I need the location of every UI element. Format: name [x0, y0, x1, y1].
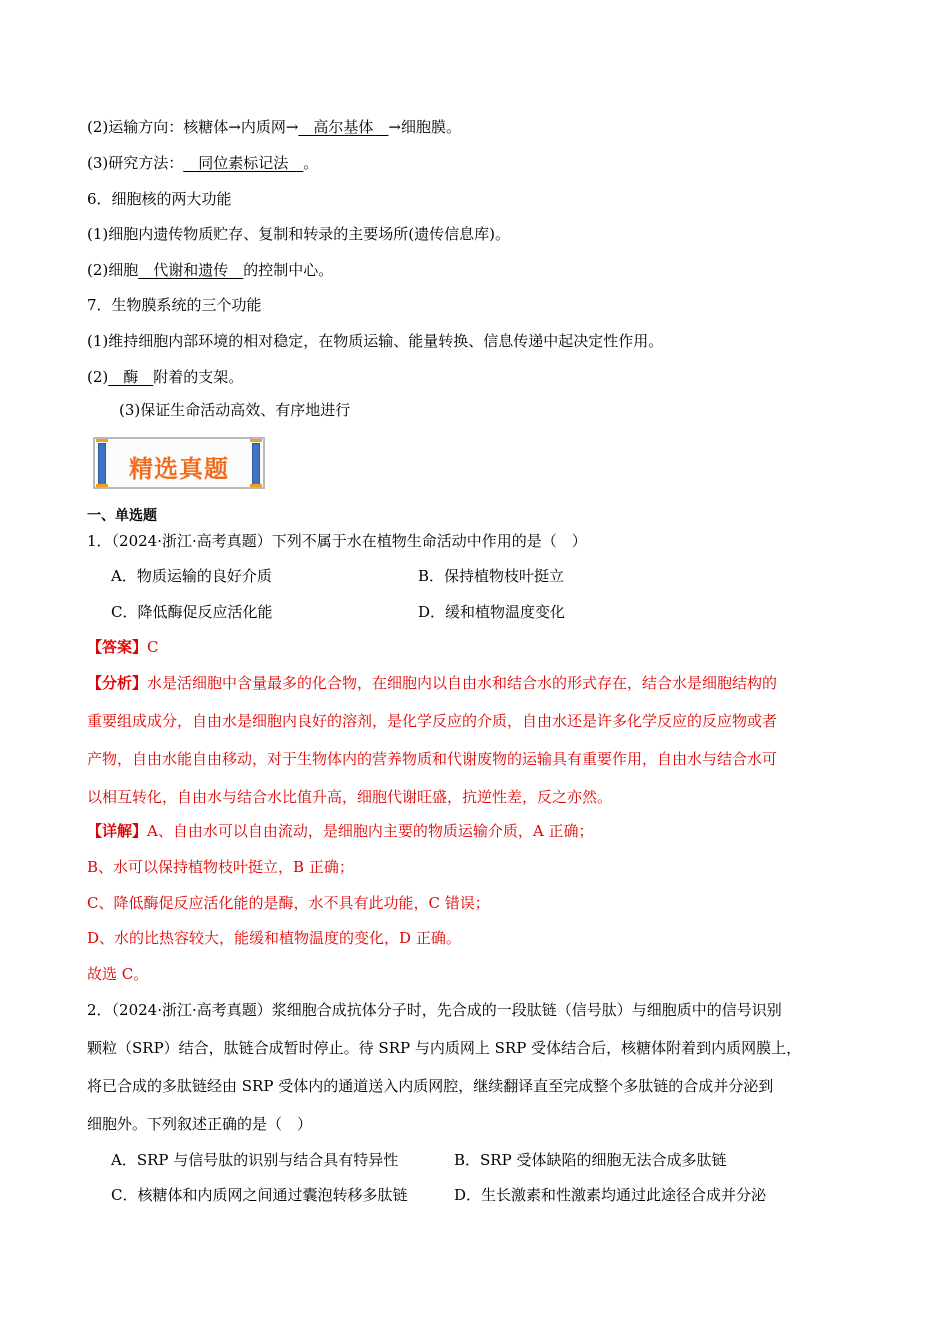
q1-answer [87, 636, 159, 658]
q1-detail-line: D、水的比热容较大，能缓和植物温度的变化，D 正确。 [87, 929, 461, 947]
line-membrane-functions-heading: 7．生物膜系统的三个功能 [87, 296, 262, 314]
banner-cap [250, 484, 262, 487]
q2-stem-line: 细胞外。下列叙述正确的是（ ） [87, 1115, 313, 1133]
q1-analysis-line: 以相互转化，自由水与结合水比值升高，细胞代谢旺盛，抗逆性差，反之亦然。 [87, 788, 613, 806]
q2-option-d: D．生长激素和性激素均通过此途径合成并分泌 [454, 1186, 767, 1204]
q1-analysis-line: 产物，自由水能自由移动，对于生物体内的营养物质和代谢废物的运输具有重要作用，自由水与结合水可 [87, 750, 778, 768]
q1-detail-line: C、降低酶促反应活化能的是酶，水不具有此功能，C 错误； [87, 894, 490, 912]
q1-analysis-line: 重要组成成分，自由水是细胞内良好的溶剂，是化学反应的介质，自由水还是许多化学反应的反应物或者 [87, 712, 778, 730]
q1-analysis-line: 【分析】水是活细胞中含量最多的化合物，在细胞内以自由水和结合水的形式存在，结合水是细胞结构的 [87, 674, 778, 692]
q2-option-b: B．SRP 受体缺陷的细胞无法合成多肽链 [454, 1151, 727, 1169]
q2-stem-line: 颗粒（SRP）结合，肽链合成暂时停止。待 SRP 与内质网上 SRP 受体结合后，核糖体附着到内质网膜上， [87, 1039, 802, 1057]
section-banner [93, 437, 265, 489]
q1-detail-line: B、水可以保持植物枝叶挺立，B 正确； [87, 858, 354, 876]
line-nucleus-function-1: (1)细胞内遗传物质贮存、复制和转录的主要场所(遗传信息库)。 [87, 225, 510, 243]
q1-detail-line: 【详解】A、自由水可以自由流动，是细胞内主要的物质运输介质，A 正确； [87, 822, 594, 840]
answer-value: C [147, 638, 159, 656]
banner-cap [96, 484, 108, 487]
blank-answer: __代谢和遗传__ [138, 261, 244, 279]
blank-answer: __酶__ [108, 368, 154, 386]
q2-option-c: C．核糖体和内质网之间通过囊泡转移多肽链 [111, 1186, 408, 1204]
q2-stem-line: 将已合成的多肽链经由 SRP 受体内的通道送入内质网腔，继续翻译直至完成整个多肽链的合成并分泌到 [87, 1077, 774, 1095]
q2-stem-line: 2．（2024·浙江·高考真题）浆细胞合成抗体分子时，先合成的一段肽链（信号肽）与细胞质中的信号识别 [87, 1001, 782, 1019]
q1-option-c: C．降低酶促反应活化能 [111, 603, 273, 621]
banner-cap [96, 439, 108, 442]
blank-answer: __同位素标记法__ [183, 154, 304, 172]
q2-option-a: A．SRP 与信号肽的识别与结合具有特异性 [111, 1151, 399, 1169]
q1-conclusion: 故选 C。 [87, 965, 149, 983]
section-heading: 一、单选题 [87, 508, 157, 524]
line-transport-direction: (2)运输方向：核糖体→内质网→__高尔基体__→细胞膜。 [87, 118, 461, 136]
detail-label: 【详解】 [87, 822, 148, 840]
line-nucleus-functions-heading: 6．细胞核的两大功能 [87, 190, 232, 208]
line-membrane-function-3: (3)保证生命活动高效、有序地进行 [119, 401, 351, 419]
line-membrane-function-2: (2)__酶__附着的支架。 [87, 368, 244, 386]
line-nucleus-function-2: (2)细胞__代谢和遗传__的控制中心。 [87, 261, 334, 279]
q1-option-d: D．缓和植物温度变化 [418, 603, 566, 621]
analysis-label: 【分析】 [87, 674, 148, 692]
answer-label: 【答案】 [87, 638, 148, 656]
q1-option-a: A．物质运输的良好介质 [111, 567, 272, 585]
q1-stem: 1．（2024·浙江·高考真题）下列不属于水在植物生命活动中作用的是（ ） [87, 532, 587, 550]
blank-answer: __高尔基体__ [298, 118, 389, 136]
q1-option-b: B．保持植物枝叶挺立 [418, 567, 565, 585]
line-research-method: (3)研究方法：__同位素标记法__。 [87, 154, 319, 172]
banner-cap [250, 439, 262, 442]
line-membrane-function-1: (1)维持细胞内部环境的相对稳定，在物质运输、能量转换、信息传递中起决定性作用。 [87, 332, 664, 350]
arrow-text: →内质网→ [228, 118, 299, 136]
banner-title: 精选真题 [129, 455, 229, 483]
